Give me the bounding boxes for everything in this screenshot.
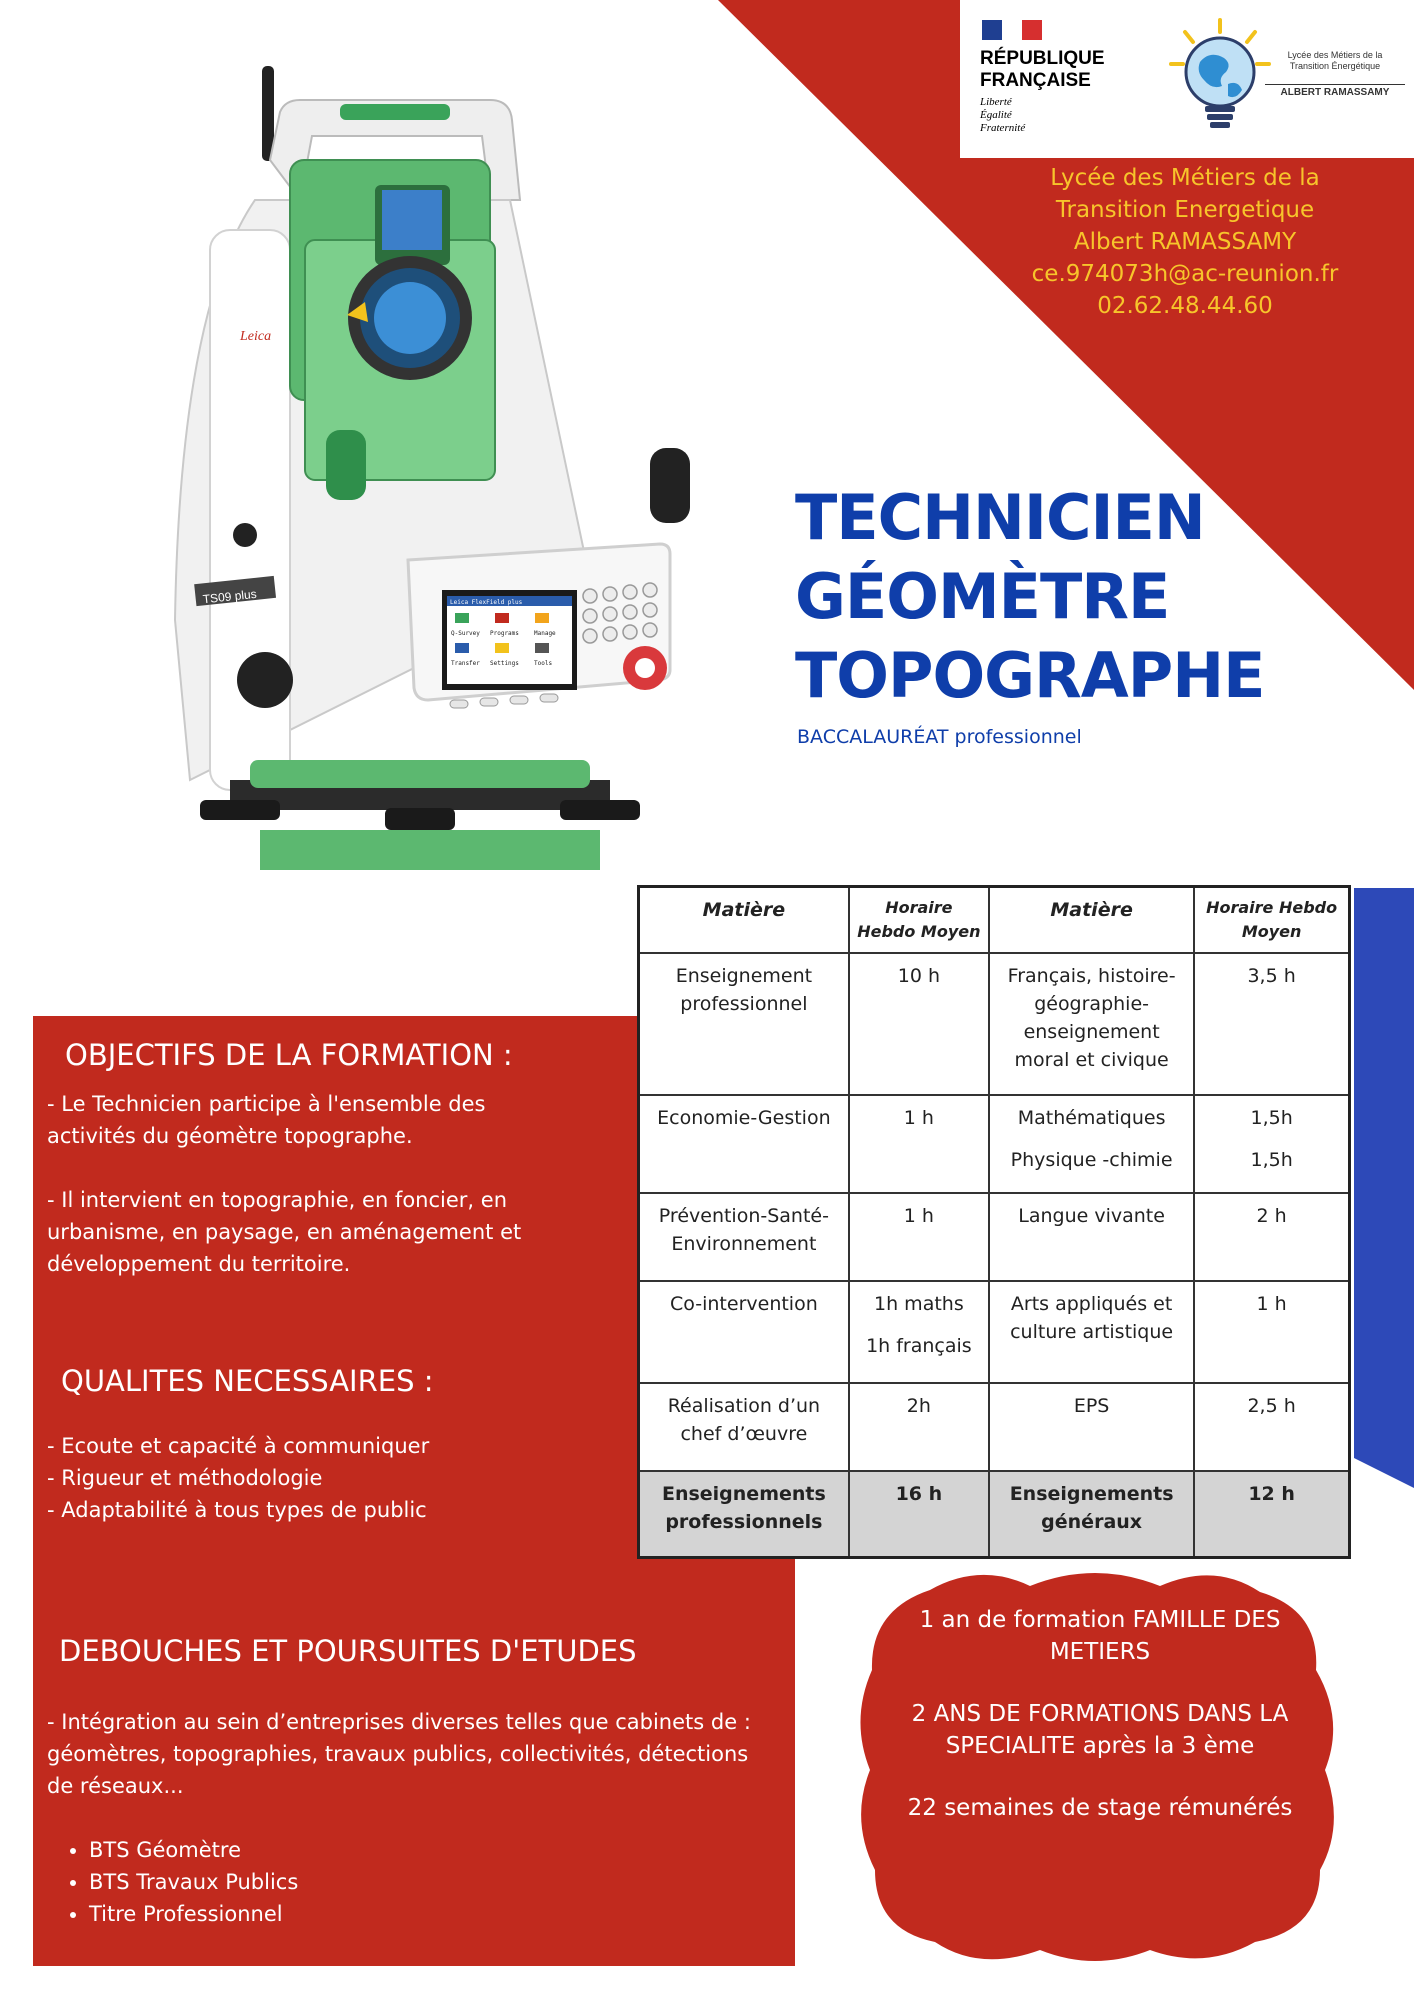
- table-header: Matière: [639, 887, 849, 954]
- page-title: [795, 478, 1264, 715]
- table-total-row: [639, 1471, 1350, 1557]
- svg-text:Tools: Tools: [534, 660, 553, 667]
- contact-line-2: Transition Energetique: [1055, 197, 1315, 223]
- table-cell: 2,5 h: [1194, 1383, 1349, 1471]
- qualites-item: - Adaptabilité à tous types de public: [47, 1498, 427, 1522]
- title-line-1: TECHNICIEN: [795, 481, 1205, 554]
- table-cell-line: Mathématiques: [1017, 1107, 1166, 1129]
- debouches-heading: DEBOUCHES ET POURSUITES D'ETUDES: [59, 1634, 637, 1668]
- svg-text:Manage: Manage: [534, 630, 556, 637]
- table-cell: 3,5 h: [1194, 953, 1349, 1095]
- debouches-list: [47, 1834, 689, 1930]
- table-cell: 10 h: [849, 953, 989, 1095]
- table-header: Matière: [989, 887, 1194, 954]
- contact-block: [985, 162, 1385, 322]
- lycee-logo: [1165, 18, 1405, 138]
- table-cell: Prévention-Santé-Environnement: [639, 1193, 849, 1281]
- table-row: [639, 1281, 1350, 1383]
- french-flag-icon: [982, 20, 1042, 40]
- logos-header: [960, 0, 1414, 158]
- list-item: • BTS Travaux Publics: [89, 1866, 689, 1898]
- table-cell-line: 1,5h: [1250, 1149, 1293, 1171]
- lycee-logo-name: ALBERT RAMASSAMY: [1265, 84, 1405, 98]
- table-cell-line: Physique -chimie: [1010, 1149, 1173, 1171]
- callout-line-1: 1 an de formation FAMILLE DES METIERS: [919, 1607, 1281, 1665]
- table-cell: Français, histoire-géographie-enseignement moral et civique: [989, 953, 1194, 1095]
- table-cell: [849, 1281, 989, 1383]
- callout-line-3: 22 semaines de stage rémunérés: [907, 1795, 1293, 1821]
- device-brand-text: Leica: [240, 329, 272, 344]
- list-item: • BTS Géomètre: [89, 1834, 689, 1866]
- svg-text:Q-Survey: Q-Survey: [451, 630, 480, 637]
- table-header: Horaire Hebdo Moyen: [849, 887, 989, 954]
- objectifs-paragraph-1: - Le Technicien participe à l'ensemble des activités du géomètre topographe.: [47, 1092, 486, 1148]
- table-cell: 16 h: [849, 1471, 989, 1557]
- schedule-table: [637, 885, 1351, 1559]
- table-header-row: [639, 887, 1350, 954]
- table-cell: EPS: [989, 1383, 1194, 1471]
- table-cell-line: 1h maths: [874, 1293, 964, 1315]
- objectifs-heading: OBJECTIFS DE LA FORMATION :: [65, 1038, 513, 1072]
- table-cell: Arts appliqués et culture artistique: [989, 1281, 1194, 1383]
- contact-line-3: Albert RAMASSAMY: [1073, 229, 1297, 255]
- qualites-item: - Ecoute et capacité à communiquer: [47, 1434, 430, 1458]
- table-cell: 1 h: [849, 1193, 989, 1281]
- table-row: [639, 1193, 1350, 1281]
- qualites-item: - Rigueur et méthodologie: [47, 1466, 323, 1490]
- table-cell: 2h: [849, 1383, 989, 1471]
- subtitle: BACCALAURÉAT professionnel: [797, 726, 1082, 748]
- qualites-heading: QUALITES NECESSAIRES :: [61, 1364, 434, 1398]
- device-screen-title: Leica FlexField plus: [450, 599, 523, 606]
- contact-email[interactable]: ce.974073h@ac-reunion.fr: [1031, 261, 1339, 287]
- svg-text:Programs: Programs: [490, 630, 519, 637]
- table-cell: 1 h: [849, 1095, 989, 1193]
- table-cell: 1 h: [1194, 1281, 1349, 1383]
- table-cell: 2 h: [1194, 1193, 1349, 1281]
- republique-logo-text: RÉPUBLIQUE FRANÇAISE: [980, 48, 1105, 91]
- table-cell: Langue vivante: [989, 1193, 1194, 1281]
- blue-band: [1354, 888, 1414, 1488]
- list-item: • Titre Professionnel: [89, 1898, 689, 1930]
- device-model-text: TS09 plus: [202, 586, 258, 607]
- table-cell: [989, 1095, 1194, 1193]
- lycee-logo-text: Lycée des Métiers de la Transition Énergétique: [1287, 50, 1383, 71]
- contact-line-1: Lycée des Métiers de la: [1050, 165, 1320, 191]
- table-cell: Enseignement professionnel: [639, 953, 849, 1095]
- svg-text:Transfer: Transfer: [451, 660, 480, 667]
- table-cell: 12 h: [1194, 1471, 1349, 1557]
- debouches-paragraph: - Intégration au sein d’entreprises diverses telles que cabinets de : géomètres, topographies, travaux publics, collectivités, détections de réseaux...: [47, 1710, 751, 1798]
- objectifs-paragraph-2: - Il intervient en topographie, en foncier, en urbanisme, en paysage, en aménagement et développement du territoire.: [47, 1188, 522, 1276]
- table-cell: Economie-Gestion: [639, 1095, 849, 1193]
- contact-phone[interactable]: 02.62.48.44.60: [1097, 293, 1273, 319]
- table-cell: Enseignements généraux: [989, 1471, 1194, 1557]
- callout-text: [870, 1604, 1330, 1854]
- table-cell: Enseignements professionnels: [639, 1471, 849, 1557]
- table-cell: Réalisation d’un chef d’œuvre: [639, 1383, 849, 1471]
- table-cell: [1194, 1095, 1349, 1193]
- table-header: Horaire Hebdo Moyen: [1194, 887, 1349, 954]
- lightbulb-globe-icon: [1165, 18, 1275, 138]
- table-row: [639, 1095, 1350, 1193]
- table-row: [639, 1383, 1350, 1471]
- total-station-illustration: [150, 60, 710, 930]
- title-line-2: GÉOMÈTRE: [795, 560, 1170, 633]
- table-cell-line: 1,5h: [1250, 1107, 1293, 1129]
- svg-text:Settings: Settings: [490, 660, 519, 667]
- callout-line-2: 2 ANS DE FORMATIONS DANS LA SPECIALITE après la 3 ème: [911, 1701, 1289, 1759]
- table-row: [639, 953, 1350, 1095]
- table-cell-line: 1h français: [866, 1335, 972, 1357]
- title-line-3: TOPOGRAPHE: [795, 639, 1265, 712]
- table-cell: Co-intervention: [639, 1281, 849, 1383]
- republique-motto: Liberté Égalité Fraternité: [980, 96, 1026, 134]
